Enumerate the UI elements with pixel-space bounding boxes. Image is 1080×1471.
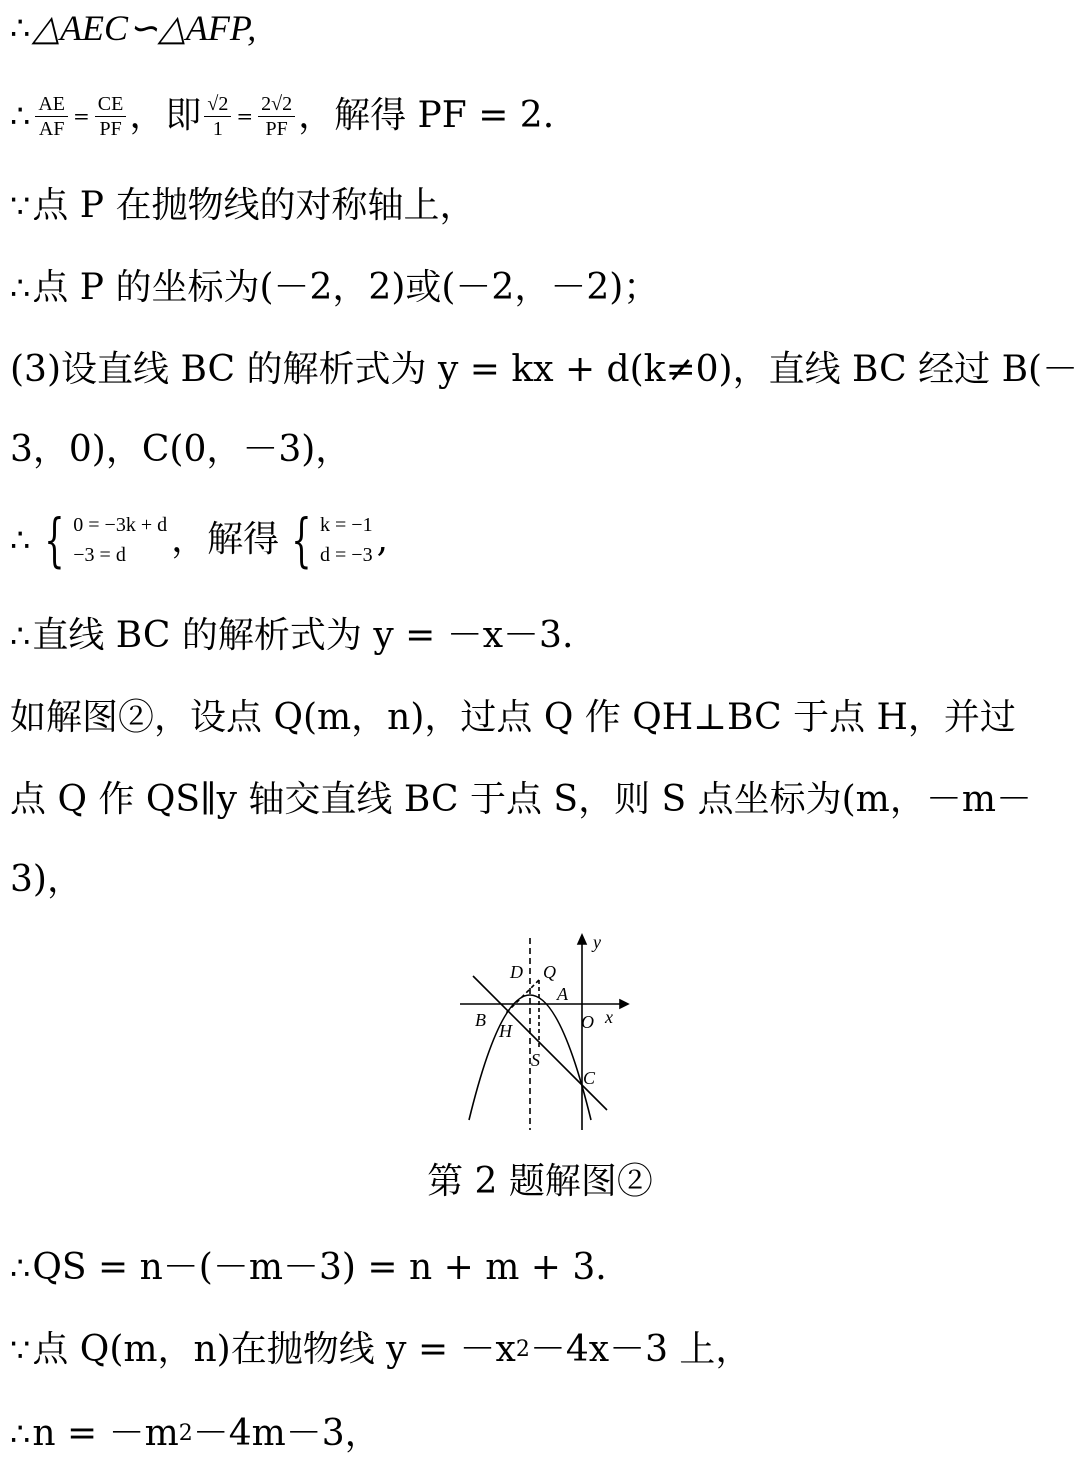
line-text: 直线 BC 的解析式为 y = －x－3.	[32, 615, 574, 656]
label-q: Q	[543, 962, 556, 982]
line-11	[10, 858, 83, 902]
line-5	[10, 348, 1078, 392]
label-a: A	[557, 984, 568, 1004]
line-9	[10, 696, 1016, 740]
line-text: 3)，	[10, 859, 83, 900]
label-d: D	[510, 962, 523, 982]
equals-sign: =	[73, 104, 90, 128]
line-text: (3)设直线 BC 的解析式为 y = kx + d(k≠0)，直线 BC 经过 B(－	[10, 349, 1079, 390]
label-o: O	[581, 1012, 594, 1032]
line-text-a: 点 Q(m，n)在抛物线 y = －x	[32, 1329, 516, 1370]
because-symbol: ∵	[10, 187, 31, 225]
therefore-symbol: ∴	[10, 9, 31, 47]
frac-numerator: CE	[95, 92, 127, 117]
system-row: k = −1	[320, 514, 373, 536]
therefore-symbol: ∴	[10, 1249, 31, 1287]
line-text: QS = n－(－m－3) = n + m + 3.	[32, 1247, 607, 1288]
line-text-a: n = －m	[32, 1413, 179, 1454]
label-b: B	[475, 1010, 486, 1030]
line-7	[10, 506, 389, 574]
line-text-mid: ，即	[129, 95, 202, 136]
line-text: △AEC∽△AFP,	[32, 8, 257, 48]
system-row: −3 = d	[73, 544, 126, 566]
line-12	[10, 1246, 607, 1290]
therefore-symbol: ∴	[10, 269, 31, 307]
line-text-mid: ，解得	[171, 519, 280, 560]
frac-numerator: √2	[204, 92, 231, 117]
label-x: x	[605, 1007, 613, 1027]
frac-denominator: PF	[99, 117, 122, 140]
line-1	[10, 6, 256, 50]
therefore-symbol: ∴	[10, 97, 31, 135]
equation-system-2	[283, 506, 373, 574]
frac-denominator: PF	[265, 117, 288, 140]
line-text: 如解图②，设点 Q(m，n)，过点 Q 作 QH⊥BC 于点 H，并过	[10, 697, 1016, 738]
therefore-symbol: ∴	[10, 617, 31, 655]
frac-denominator: 1	[212, 117, 223, 140]
x-axis-arrow	[620, 1000, 628, 1008]
fraction-ae-af	[35, 92, 68, 141]
system-row: d = −3	[320, 544, 373, 566]
equals-sign: =	[236, 104, 254, 128]
because-symbol: ∵	[10, 1331, 31, 1369]
line-13: ∵ 点 Q(m，n)在抛物线 y = －x 2 －4x－3 上，	[10, 1329, 752, 1370]
y-axis-arrow	[578, 935, 586, 944]
figure-caption: 第 2 题解图②	[427, 1161, 653, 1202]
line-14: ∴ n = －m 2 －4m－3，	[10, 1413, 381, 1454]
therefore-symbol: ∴	[10, 1415, 31, 1453]
line-3	[10, 184, 475, 228]
figure-svg	[455, 930, 630, 1135]
line-6	[10, 428, 351, 472]
line-text-end: ,	[376, 519, 389, 560]
system-row: 0 = −3k + d	[73, 514, 168, 536]
line-text: 点 P 的坐标为(－2，2)或(－2，－2)；	[32, 267, 660, 308]
left-brace: {	[44, 506, 65, 574]
label-c: C	[583, 1068, 596, 1088]
frac-numerator: 2√2	[258, 92, 295, 117]
line-text-end: ，解得 PF = 2.	[298, 95, 555, 136]
line-2	[10, 94, 554, 138]
label-y: y	[593, 932, 601, 952]
left-brace: {	[291, 506, 312, 574]
label-s: S	[531, 1050, 540, 1070]
label-h: H	[499, 1021, 512, 1041]
line-bc	[473, 976, 607, 1110]
line-8	[10, 614, 573, 658]
line-10	[10, 778, 1032, 822]
fraction-ce-pf	[95, 92, 127, 141]
frac-denominator: AF	[38, 117, 65, 140]
line-text-b: －4x－3 上，	[529, 1329, 752, 1370]
line-text: 点 Q 作 QS∥y 轴交直线 BC 于点 S，则 S 点坐标为(m，－m－	[10, 779, 1032, 820]
frac-numerator: AE	[35, 92, 68, 117]
line-text-b: －4m－3，	[192, 1413, 381, 1454]
line-4	[10, 266, 659, 310]
fraction-2sqrt2-pf	[258, 92, 295, 141]
line-text: 点 P 在抛物线的对称轴上，	[32, 185, 476, 226]
equation-system-1	[36, 506, 168, 574]
therefore-symbol: ∴	[10, 521, 31, 559]
fraction-sqrt2-1	[204, 92, 231, 141]
line-text: 3，0)，C(0，－3)，	[10, 429, 352, 470]
parabola-figure	[455, 930, 630, 1135]
